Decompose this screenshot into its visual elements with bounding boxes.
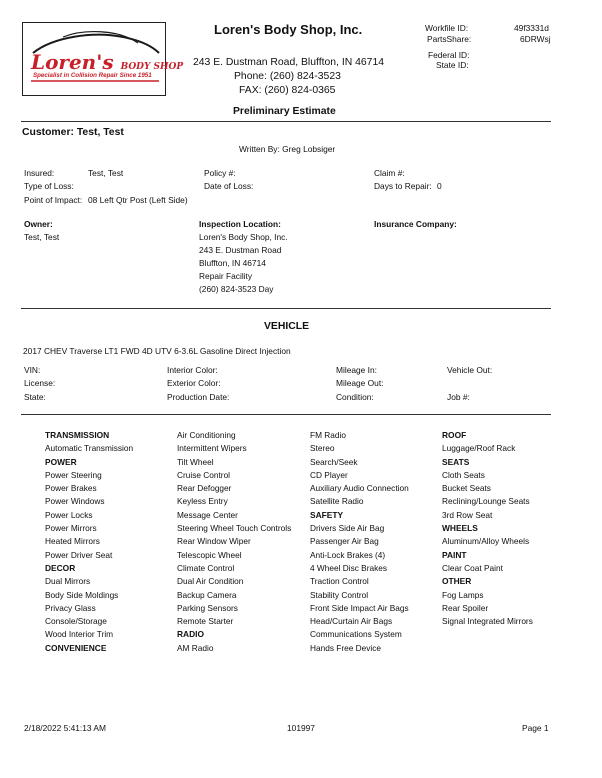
option-item: Remote Starter bbox=[177, 616, 234, 627]
option-item: Power Mirrors bbox=[45, 523, 97, 534]
production-date-label: Production Date: bbox=[167, 392, 230, 402]
option-item: Bucket Seats bbox=[442, 483, 491, 494]
claim-label: Claim #: bbox=[374, 168, 405, 178]
option-item: Intermittent Wipers bbox=[177, 443, 247, 454]
option-item: Telescopic Wheel bbox=[177, 549, 242, 560]
workfile-id-label: Workfile ID: bbox=[425, 23, 469, 33]
option-item: Stereo bbox=[310, 443, 335, 454]
option-item: Fog Lamps bbox=[442, 589, 484, 600]
option-category-heading: SAFETY bbox=[310, 509, 344, 520]
option-item: Power Windows bbox=[45, 496, 105, 507]
type-of-loss-label: Type of Loss: bbox=[24, 181, 74, 191]
option-item: Passenger Air Bag bbox=[310, 536, 379, 547]
option-item: Head/Curtain Air Bags bbox=[310, 616, 393, 627]
vehicle-out-label: Vehicle Out: bbox=[447, 365, 493, 375]
insured-label: Insured: bbox=[24, 168, 55, 178]
option-category-heading: WHEELS bbox=[442, 523, 478, 534]
interior-color-label: Interior Color: bbox=[167, 365, 218, 375]
divider bbox=[21, 414, 551, 415]
workfile-id-value: 49f3331d bbox=[514, 23, 549, 33]
option-item: Automatic Transmission bbox=[45, 443, 134, 454]
days-to-repair-label: Days to Repair: bbox=[374, 181, 432, 191]
mileage-out-label: Mileage Out: bbox=[336, 378, 384, 388]
inspection-line: Loren's Body Shop, Inc. bbox=[199, 232, 288, 242]
option-item: Rear Window Wiper bbox=[177, 536, 251, 547]
option-item: Parking Sensors bbox=[177, 602, 238, 613]
option-item: Privacy Glass bbox=[45, 602, 96, 613]
option-item: Rear Spoiler bbox=[442, 602, 489, 613]
shop-phone: Phone: (260) 824-3523 bbox=[234, 71, 341, 82]
insurance-heading: Insurance Company: bbox=[374, 219, 457, 229]
option-item: Power Steering bbox=[45, 469, 102, 480]
option-item: Clear Coat Paint bbox=[442, 562, 503, 573]
vehicle-heading: VEHICLE bbox=[264, 321, 310, 332]
vin-label: VIN: bbox=[24, 365, 41, 375]
option-item: Aluminum/Alloy Wheels bbox=[442, 536, 530, 547]
option-item: Keyless Entry bbox=[177, 496, 228, 507]
option-item: Drivers Side Air Bag bbox=[310, 523, 385, 534]
federal-id-label: Federal ID: bbox=[428, 50, 470, 60]
option-item: Power Locks bbox=[45, 509, 93, 520]
option-category-heading: ROOF bbox=[442, 430, 467, 440]
option-item: Dual Air Condition bbox=[177, 576, 244, 587]
option-item: Dual Mirrors bbox=[45, 576, 91, 587]
license-label: License: bbox=[24, 378, 56, 388]
vehicle-description: 2017 CHEV Traverse LT1 FWD 4D UTV 6-3.6L Gasoline Direct Injection bbox=[23, 346, 291, 356]
option-category-heading: POWER bbox=[45, 456, 77, 467]
logo-wordmark bbox=[31, 50, 183, 74]
option-item: Satellite Radio bbox=[310, 496, 364, 507]
option-category-heading: TRANSMISSION bbox=[45, 430, 110, 440]
customer-heading: Customer: Test, Test bbox=[22, 127, 124, 138]
option-item: Heated Mirrors bbox=[45, 536, 100, 547]
partsshare-label: PartsShare: bbox=[427, 34, 472, 44]
logo-name: Loren's bbox=[31, 50, 114, 74]
option-item: Hands Free Device bbox=[310, 642, 382, 653]
days-to-repair-value: 0 bbox=[437, 181, 442, 191]
mileage-in-label: Mileage In: bbox=[336, 365, 377, 375]
option-item: AM Radio bbox=[177, 642, 214, 653]
options-column-1 bbox=[45, 429, 133, 655]
option-item: 4 Wheel Disc Brakes bbox=[310, 562, 388, 573]
option-category-heading: CONVENIENCE bbox=[45, 642, 107, 653]
option-item: Reclining/Lounge Seats bbox=[442, 496, 530, 507]
option-item: Luggage/Roof Rack bbox=[442, 443, 516, 454]
footer-timestamp: 2/18/2022 5:41:13 AM bbox=[24, 723, 106, 733]
option-category-heading: PAINT bbox=[442, 549, 467, 560]
logo-suffix: BODY SHOP bbox=[120, 62, 184, 72]
estimate-title: Preliminary Estimate bbox=[233, 106, 336, 117]
option-item: Cruise Control bbox=[177, 469, 231, 480]
option-item: Stability Control bbox=[310, 589, 369, 600]
date-of-loss-label: Date of Loss: bbox=[204, 181, 254, 191]
shop-name: Loren's Body Shop, Inc. bbox=[214, 22, 363, 37]
option-item: Message Center bbox=[177, 509, 238, 520]
state-label: State: bbox=[24, 392, 46, 402]
exterior-color-label: Exterior Color: bbox=[167, 378, 221, 388]
inspection-line: (260) 824-3523 Day bbox=[199, 284, 274, 294]
option-item: FM Radio bbox=[310, 430, 346, 440]
option-item: Tilt Wheel bbox=[177, 456, 214, 467]
option-item: Communications System bbox=[310, 629, 402, 640]
option-item: Anti-Lock Brakes (4) bbox=[310, 549, 386, 560]
owner-name: Test, Test bbox=[24, 232, 60, 242]
point-of-impact-label: Point of Impact: bbox=[24, 195, 83, 205]
shop-fax: FAX: (260) 824-0365 bbox=[239, 85, 336, 96]
insured-value: Test, Test bbox=[88, 168, 124, 178]
option-item: Front Side Impact Air Bags bbox=[310, 602, 409, 613]
option-item: Steering Wheel Touch Controls bbox=[177, 523, 292, 534]
shop-logo bbox=[22, 22, 184, 96]
written-by: Written By: Greg Lobsiger bbox=[239, 144, 336, 154]
options-column-3 bbox=[310, 429, 409, 655]
policy-label: Policy #: bbox=[204, 168, 236, 178]
shop-address: 243 E. Dustman Road, Bluffton, IN 46714 bbox=[193, 57, 384, 68]
option-item: CD Player bbox=[310, 469, 348, 480]
option-item: Backup Camera bbox=[177, 589, 237, 600]
divider bbox=[21, 121, 551, 122]
inspection-line: Bluffton, IN 46714 bbox=[199, 258, 266, 268]
option-category-heading: DECOR bbox=[45, 562, 76, 573]
condition-label: Condition: bbox=[336, 392, 374, 402]
job-label: Job #: bbox=[447, 392, 470, 402]
option-item: Auxiliary Audio Connection bbox=[310, 483, 409, 494]
options-column-4 bbox=[442, 429, 533, 628]
options-column-2 bbox=[177, 429, 291, 655]
footer-page: Page 1 bbox=[522, 723, 549, 733]
option-item: Power Brakes bbox=[45, 483, 97, 494]
partsshare-value: 6DRWsj bbox=[520, 34, 551, 44]
option-item: Climate Control bbox=[177, 562, 235, 573]
option-item: Signal Integrated Mirrors bbox=[442, 616, 533, 627]
option-category-heading: SEATS bbox=[442, 456, 470, 467]
option-item: Traction Control bbox=[310, 576, 369, 587]
point-of-impact-value: 08 Left Qtr Post (Left Side) bbox=[88, 195, 188, 205]
inspection-line: 243 E. Dustman Road bbox=[199, 245, 282, 255]
owner-heading: Owner: bbox=[24, 219, 53, 229]
inspection-line: Repair Facility bbox=[199, 271, 253, 281]
option-item: Search/Seek bbox=[310, 456, 358, 467]
inspection-heading: Inspection Location: bbox=[199, 219, 281, 229]
option-item: Power Driver Seat bbox=[45, 549, 113, 560]
option-item: Console/Storage bbox=[45, 616, 107, 627]
state-id-label: State ID: bbox=[436, 60, 469, 70]
footer-code: 101997 bbox=[287, 723, 315, 733]
option-category-heading: OTHER bbox=[442, 576, 472, 587]
option-item: Air Conditioning bbox=[177, 430, 236, 440]
option-category-heading: RADIO bbox=[177, 629, 204, 640]
option-item: Rear Defogger bbox=[177, 483, 232, 494]
option-item: 3rd Row Seat bbox=[442, 509, 493, 520]
option-item: Body Side Moldings bbox=[45, 589, 119, 600]
option-item: Cloth Seats bbox=[442, 469, 485, 480]
option-item: Wood Interior Trim bbox=[45, 629, 114, 640]
divider bbox=[21, 308, 551, 309]
logo-tagline: Specialist in Collision Repair Since 1951 bbox=[33, 72, 152, 79]
